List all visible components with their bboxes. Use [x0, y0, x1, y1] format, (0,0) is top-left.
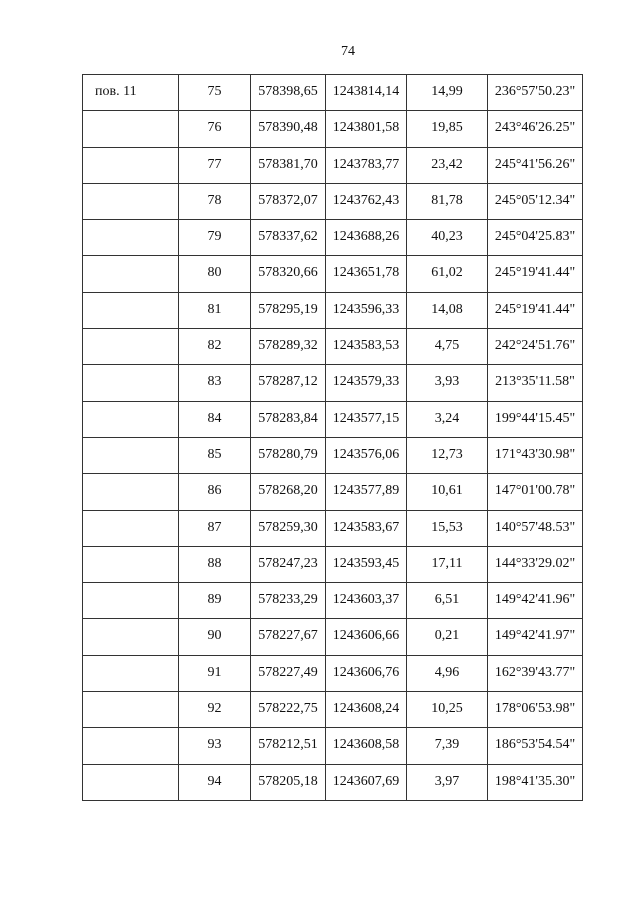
section-cell	[83, 147, 179, 183]
y-coordinate-cell: 1243814,14	[326, 75, 407, 111]
x-coordinate-cell: 578227,49	[251, 655, 326, 691]
y-coordinate-cell: 1243607,69	[326, 764, 407, 800]
bearing-cell: 144°33'29.02"	[488, 546, 583, 582]
distance-cell: 4,75	[407, 329, 488, 365]
page-number: 74	[341, 44, 355, 59]
y-coordinate-cell: 1243762,43	[326, 183, 407, 219]
distance-cell: 19,85	[407, 111, 488, 147]
section-cell	[83, 401, 179, 437]
x-coordinate-cell: 578268,20	[251, 474, 326, 510]
point-number-cell: 85	[179, 437, 251, 473]
bearing-cell: 171°43'30.98"	[488, 437, 583, 473]
point-number-cell: 90	[179, 619, 251, 655]
section-cell	[83, 365, 179, 401]
point-number-cell: 88	[179, 546, 251, 582]
distance-cell: 12,73	[407, 437, 488, 473]
point-number-cell: 78	[179, 183, 251, 219]
section-cell	[83, 292, 179, 328]
x-coordinate-cell: 578247,23	[251, 546, 326, 582]
table-row	[83, 147, 583, 183]
distance-cell: 61,02	[407, 256, 488, 292]
table-row	[83, 692, 583, 728]
table-row	[83, 546, 583, 582]
section-cell: пов. 11	[83, 75, 179, 111]
bearing-cell: 147°01'00.78"	[488, 474, 583, 510]
x-coordinate-cell: 578287,12	[251, 365, 326, 401]
bearing-cell: 178°06'53.98"	[488, 692, 583, 728]
x-coordinate-cell: 578283,84	[251, 401, 326, 437]
bearing-cell: 162°39'43.77"	[488, 655, 583, 691]
distance-cell: 14,08	[407, 292, 488, 328]
distance-cell: 3,24	[407, 401, 488, 437]
y-coordinate-cell: 1243606,66	[326, 619, 407, 655]
table-row	[83, 437, 583, 473]
y-coordinate-cell: 1243596,33	[326, 292, 407, 328]
point-number-cell: 82	[179, 329, 251, 365]
x-coordinate-cell: 578280,79	[251, 437, 326, 473]
bearing-cell: 245°19'41.44"	[488, 256, 583, 292]
distance-cell: 3,93	[407, 365, 488, 401]
x-coordinate-cell: 578222,75	[251, 692, 326, 728]
distance-cell: 23,42	[407, 147, 488, 183]
table-row	[83, 655, 583, 691]
distance-cell: 17,11	[407, 546, 488, 582]
point-number-cell: 84	[179, 401, 251, 437]
x-coordinate-cell: 578398,65	[251, 75, 326, 111]
table-row	[83, 256, 583, 292]
bearing-cell: 186°53'54.54"	[488, 728, 583, 764]
bearing-cell: 213°35'11.58"	[488, 365, 583, 401]
y-coordinate-cell: 1243651,78	[326, 256, 407, 292]
y-coordinate-cell: 1243593,45	[326, 546, 407, 582]
bearing-cell: 149°42'41.96"	[488, 583, 583, 619]
table-row	[83, 583, 583, 619]
section-cell	[83, 692, 179, 728]
y-coordinate-cell: 1243579,33	[326, 365, 407, 401]
x-coordinate-cell: 578337,62	[251, 220, 326, 256]
table-row	[83, 401, 583, 437]
x-coordinate-cell: 578372,07	[251, 183, 326, 219]
y-coordinate-cell: 1243577,89	[326, 474, 407, 510]
point-number-cell: 75	[179, 75, 251, 111]
point-number-cell: 77	[179, 147, 251, 183]
point-number-cell: 93	[179, 728, 251, 764]
section-cell	[83, 764, 179, 800]
distance-cell: 15,53	[407, 510, 488, 546]
distance-cell: 4,96	[407, 655, 488, 691]
x-coordinate-cell: 578390,48	[251, 111, 326, 147]
distance-cell: 3,97	[407, 764, 488, 800]
table-row	[83, 75, 583, 111]
point-number-cell: 86	[179, 474, 251, 510]
bearing-cell: 140°57'48.53"	[488, 510, 583, 546]
table-row	[83, 619, 583, 655]
point-number-cell: 92	[179, 692, 251, 728]
bearing-cell: 245°41'56.26"	[488, 147, 583, 183]
point-number-cell: 91	[179, 655, 251, 691]
section-cell	[83, 619, 179, 655]
table-row	[83, 183, 583, 219]
section-cell	[83, 220, 179, 256]
table-row	[83, 474, 583, 510]
y-coordinate-cell: 1243583,67	[326, 510, 407, 546]
point-number-cell: 81	[179, 292, 251, 328]
bearing-cell: 236°57'50.23"	[488, 75, 583, 111]
y-coordinate-cell: 1243576,06	[326, 437, 407, 473]
section-cell	[83, 728, 179, 764]
bearing-cell: 198°41'35.30"	[488, 764, 583, 800]
point-number-cell: 83	[179, 365, 251, 401]
x-coordinate-cell: 578205,18	[251, 764, 326, 800]
bearing-cell: 245°19'41.44"	[488, 292, 583, 328]
section-cell	[83, 183, 179, 219]
bearing-cell: 243°46'26.25"	[488, 111, 583, 147]
section-cell	[83, 546, 179, 582]
y-coordinate-cell: 1243606,76	[326, 655, 407, 691]
distance-cell: 40,23	[407, 220, 488, 256]
y-coordinate-cell: 1243608,58	[326, 728, 407, 764]
section-cell	[83, 256, 179, 292]
y-coordinate-cell: 1243783,77	[326, 147, 407, 183]
y-coordinate-cell: 1243583,53	[326, 329, 407, 365]
table-row	[83, 220, 583, 256]
table-row	[83, 292, 583, 328]
x-coordinate-cell: 578289,32	[251, 329, 326, 365]
y-coordinate-cell: 1243688,26	[326, 220, 407, 256]
x-coordinate-cell: 578233,29	[251, 583, 326, 619]
distance-cell: 7,39	[407, 728, 488, 764]
bearing-cell: 199°44'15.45"	[488, 401, 583, 437]
point-number-cell: 89	[179, 583, 251, 619]
section-cell	[83, 583, 179, 619]
y-coordinate-cell: 1243577,15	[326, 401, 407, 437]
table-row	[83, 728, 583, 764]
bearing-cell: 245°04'25.83"	[488, 220, 583, 256]
point-number-cell: 87	[179, 510, 251, 546]
table-row	[83, 111, 583, 147]
distance-cell: 6,51	[407, 583, 488, 619]
table-row	[83, 510, 583, 546]
x-coordinate-cell: 578295,19	[251, 292, 326, 328]
distance-cell: 10,25	[407, 692, 488, 728]
distance-cell: 10,61	[407, 474, 488, 510]
x-coordinate-cell: 578381,70	[251, 147, 326, 183]
point-number-cell: 76	[179, 111, 251, 147]
section-cell	[83, 474, 179, 510]
bearing-cell: 149°42'41.97"	[488, 619, 583, 655]
table-row	[83, 365, 583, 401]
distance-cell: 81,78	[407, 183, 488, 219]
x-coordinate-cell: 578212,51	[251, 728, 326, 764]
section-cell	[83, 437, 179, 473]
table-row	[83, 329, 583, 365]
section-cell	[83, 111, 179, 147]
section-cell	[83, 329, 179, 365]
y-coordinate-cell: 1243608,24	[326, 692, 407, 728]
point-number-cell: 94	[179, 764, 251, 800]
section-cell	[83, 655, 179, 691]
coordinates-table	[82, 74, 583, 801]
distance-cell: 0,21	[407, 619, 488, 655]
y-coordinate-cell: 1243603,37	[326, 583, 407, 619]
x-coordinate-cell: 578227,67	[251, 619, 326, 655]
x-coordinate-cell: 578320,66	[251, 256, 326, 292]
x-coordinate-cell: 578259,30	[251, 510, 326, 546]
table-row	[83, 764, 583, 800]
table-body	[83, 75, 583, 801]
bearing-cell: 245°05'12.34"	[488, 183, 583, 219]
y-coordinate-cell: 1243801,58	[326, 111, 407, 147]
distance-cell: 14,99	[407, 75, 488, 111]
point-number-cell: 79	[179, 220, 251, 256]
bearing-cell: 242°24'51.76"	[488, 329, 583, 365]
point-number-cell: 80	[179, 256, 251, 292]
section-cell	[83, 510, 179, 546]
